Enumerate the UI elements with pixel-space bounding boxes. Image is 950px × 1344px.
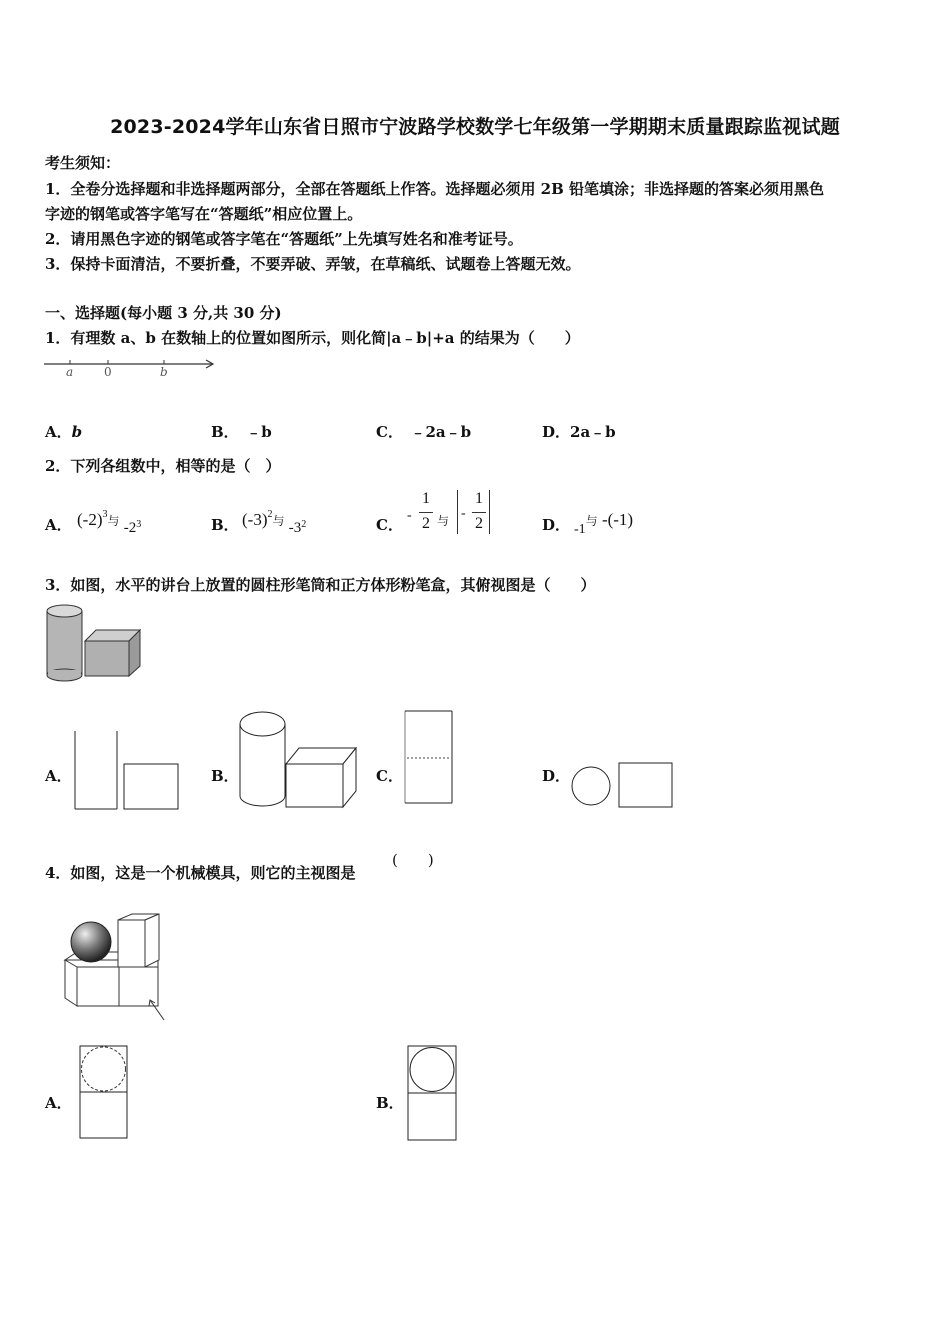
q1-option-a[interactable]: A．b <box>45 423 83 441</box>
q1-option-d[interactable]: D．2a﹣b <box>542 423 616 441</box>
q4-option-a-label[interactable]: A． <box>45 1094 72 1112</box>
q1-option-b[interactable]: B． ﹣b <box>211 423 272 441</box>
q3-option-a-figure <box>73 731 181 811</box>
q1-option-c[interactable]: C． ﹣2a﹣b <box>376 423 472 441</box>
q3-stem: 3．如图，水平的讲台上放置的圆柱形笔筒和正方体形粉笔盒，其俯视图是（ ） <box>45 576 596 594</box>
axis-label-b: b <box>160 365 168 379</box>
q3-option-b-label[interactable]: B． <box>211 767 239 785</box>
q2-option-b-expr: $(-3)^2$与 -32 <box>242 509 307 536</box>
q2-option-a-expr: $(-2)^3$与 -23 <box>77 509 142 536</box>
q2-stem: 2．下列各组数中，相等的是（ ） <box>45 457 281 475</box>
number-line-figure <box>44 357 216 381</box>
q2-option-c-expr: - 1 2 与 - 1 2 <box>405 488 495 536</box>
axis-label-0: 0 <box>104 365 112 379</box>
q1-stem: 1．有理数 a、b 在数轴上的位置如图所示，则化简|a﹣b|+a 的结果为（ ） <box>45 329 580 347</box>
q3-option-d-label[interactable]: D． <box>542 767 571 785</box>
notice-line-1a: 1．全卷分选择题和非选择题两部分，全部在答题纸上作答。选择题必须用 2B 铅笔填涂；非选择题的答案必须用黑色 <box>45 180 825 198</box>
q3-option-c-figure <box>404 710 456 806</box>
mechanical-mold-figure <box>60 912 170 1024</box>
q2-option-d-expr: $_{-1}$与 -(-1) <box>574 510 634 537</box>
q4-option-a-figure <box>78 1044 130 1142</box>
q4-stem: 4．如图，这是一个机械模具，则它的主视图是 <box>45 864 356 882</box>
notice-line-1b: 字迹的钢笔或答字笔写在“答题纸”相应位置上。 <box>45 205 363 223</box>
notice-line-2: 2．请用黑色字迹的钢笔或答字笔在“答题纸”上先填写姓名和准考证号。 <box>45 230 523 248</box>
q3-option-a-label[interactable]: A． <box>45 767 72 785</box>
axis-label-a: a <box>66 365 74 379</box>
section-heading: 一、选择题(每小题 3 分,共 30 分) <box>45 304 282 322</box>
q2-option-b-label[interactable]: B． <box>211 516 239 534</box>
q4-option-b-label[interactable]: B． <box>376 1094 404 1112</box>
q2-option-c-label[interactable]: C． <box>376 516 403 534</box>
notice-line-3: 3．保持卡面清洁，不要折叠，不要弄破、弄皱，在草稿纸、试题卷上答题无效。 <box>45 255 581 273</box>
cylinder-and-cube-figure <box>46 604 142 680</box>
notice-heading: 考生须知： <box>45 154 121 172</box>
q2-option-a-label[interactable]: A． <box>45 516 72 534</box>
q4-answer-paren: ( ) <box>392 851 434 869</box>
q2-option-d-label[interactable]: D． <box>542 516 571 534</box>
q3-option-d-figure <box>570 762 676 810</box>
q3-option-c-label[interactable]: C． <box>376 767 403 785</box>
page-title: 2023-2024学年山东省日照市宁波路学校数学七年级第一学期期末质量跟踪监视试题 <box>110 116 840 138</box>
q3-option-b-figure <box>238 710 360 812</box>
q4-option-b-figure <box>406 1044 460 1144</box>
